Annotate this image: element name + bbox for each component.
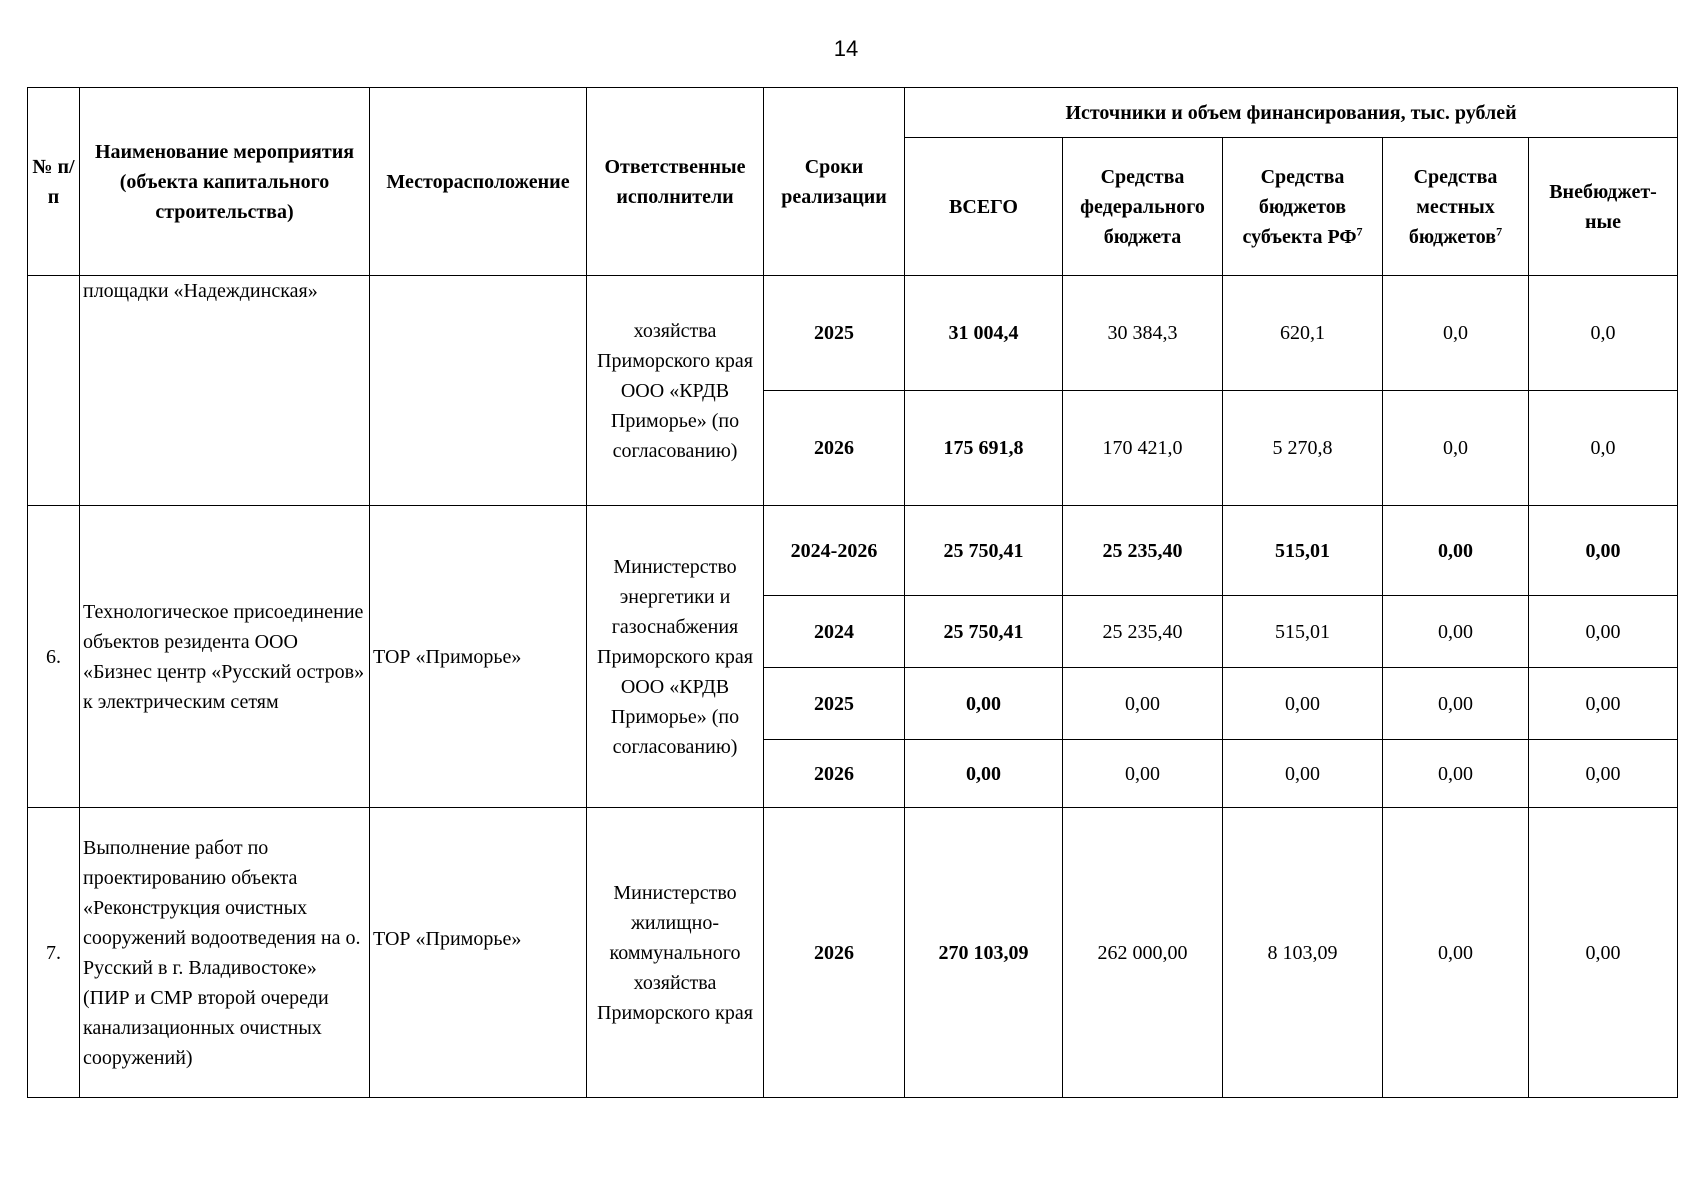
item6-name: Технологическое присоединение объектов резидента ООО «Бизнес центр «Русский остров» к электрическим сетям (80, 506, 370, 808)
total-cell: 25 750,41 (905, 596, 1063, 668)
federal-cell: 30 384,3 (1063, 276, 1223, 391)
page-number: 14 (833, 36, 859, 61)
subject-cell: 8 103,09 (1223, 808, 1383, 1098)
header-num: № п/п (28, 88, 80, 276)
extra-cell: 0,0 (1529, 276, 1678, 391)
total-cell: 0,00 (905, 740, 1063, 808)
federal-cell: 25 235,40 (1063, 596, 1223, 668)
year-cell: 2025 (764, 668, 905, 740)
continued-responsible: хозяйства Приморского края ООО «КРДВ Приморье» (по согласованию) (587, 276, 764, 506)
item7-name: Выполнение работ по проектированию объекта «Реконструкция очистных сооружений водоотведения на о. Русский в г. Владивостоке» (ПИР и СМР второй очереди канализационных очистных сооружений) (80, 808, 370, 1098)
local-cell: 0,0 (1383, 391, 1529, 506)
table-row (28, 506, 1678, 596)
local-cell: 0,00 (1383, 506, 1529, 596)
subject-cell: 515,01 (1223, 506, 1383, 596)
subject-cell: 0,00 (1223, 668, 1383, 740)
total-cell: 270 103,09 (905, 808, 1063, 1098)
local-cell: 0,00 (1383, 596, 1529, 668)
header-extrabudget: Внебюджет-ные (1529, 138, 1678, 276)
extra-cell: 0,00 (1529, 808, 1678, 1098)
extra-cell: 0,00 (1529, 596, 1678, 668)
header-local: Средства местных бюджетов$^7$ (1383, 138, 1529, 276)
header-responsible: Ответственные исполнители (587, 88, 764, 276)
year-cell: 2024-2026 (764, 506, 905, 596)
continued-num (28, 276, 80, 506)
continued-location (370, 276, 587, 506)
header-terms: Сроки реализации (764, 88, 905, 276)
year-cell: 2024 (764, 596, 905, 668)
total-cell: 31 004,4 (905, 276, 1063, 391)
federal-cell: 170 421,0 (1063, 391, 1223, 506)
item7-responsible: Министерство жилищно-коммунального хозяйства Приморского края (587, 808, 764, 1098)
extra-cell: 0,00 (1529, 740, 1678, 808)
header-total: ВСЕГО (905, 138, 1063, 276)
federal-cell: 262 000,00 (1063, 808, 1223, 1098)
item6-responsible: Министерство энергетики и газоснабжения Приморского края ООО «КРДВ Приморье» (по согласованию) (587, 506, 764, 808)
subject-cell: 515,01 (1223, 596, 1383, 668)
header-row (28, 88, 1678, 138)
extra-cell: 0,00 (1529, 668, 1678, 740)
local-cell: 0,00 (1383, 740, 1529, 808)
total-cell: 25 750,41 (905, 506, 1063, 596)
item6-location: ТОР «Приморье» (370, 506, 587, 808)
year-cell: 2026 (764, 740, 905, 808)
extra-cell: 0,0 (1529, 391, 1678, 506)
item7-location: ТОР «Приморье» (370, 808, 587, 1098)
header-sources-group: Источники и объем финансирования, тыс. рублей (905, 88, 1678, 138)
local-cell: 0,00 (1383, 668, 1529, 740)
federal-cell: 25 235,40 (1063, 506, 1223, 596)
subject-cell: 5 270,8 (1223, 391, 1383, 506)
year-cell: 2025 (764, 276, 905, 391)
total-cell: 175 691,8 (905, 391, 1063, 506)
local-cell: 0,0 (1383, 276, 1529, 391)
financing-table (27, 87, 1678, 1098)
item6-num: 6. (28, 506, 80, 808)
item7-num: 7. (28, 808, 80, 1098)
subject-cell: 0,00 (1223, 740, 1383, 808)
local-cell: 0,00 (1383, 808, 1529, 1098)
continued-name: площадки «Надеждинская» (80, 276, 370, 506)
year-cell: 2026 (764, 391, 905, 506)
header-name: Наименование мероприятия (объекта капитального строительства) (80, 88, 370, 276)
header-subject: Средства бюджетов субъекта $РФ^7$ (1223, 138, 1383, 276)
extra-cell: 0,00 (1529, 506, 1678, 596)
table-row (28, 808, 1678, 1098)
federal-cell: 0,00 (1063, 668, 1223, 740)
federal-cell: 0,00 (1063, 740, 1223, 808)
header-location: Месторасположение (370, 88, 587, 276)
header-federal: Средства федерального бюджета (1063, 138, 1223, 276)
total-cell: 0,00 (905, 668, 1063, 740)
subject-cell: 620,1 (1223, 276, 1383, 391)
year-cell: 2026 (764, 808, 905, 1098)
table-row (28, 276, 1678, 391)
